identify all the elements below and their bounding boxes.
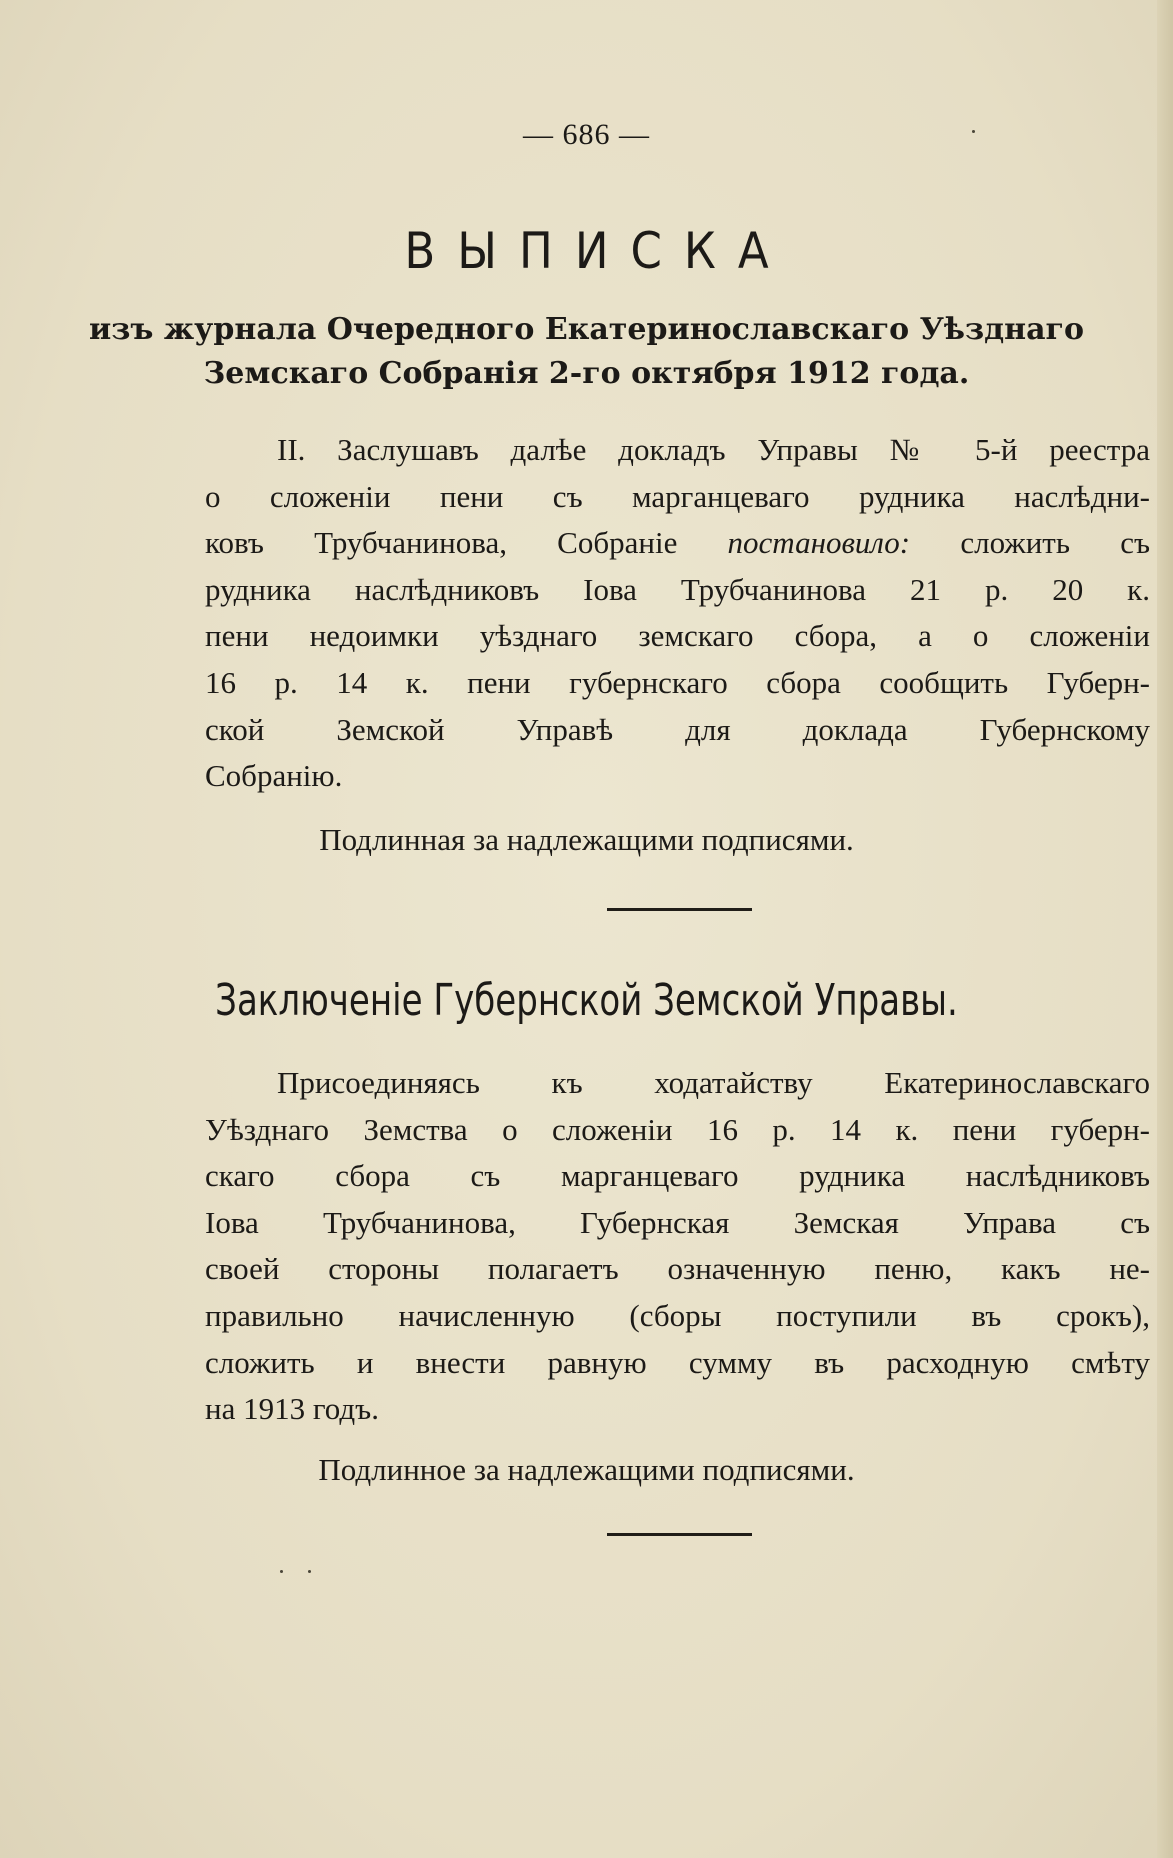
paragraph-line: Іова Трубчанинова, Губернская Земская Управа съ bbox=[205, 1204, 1150, 1240]
page-number: — 686 — bbox=[523, 118, 650, 151]
paragraph-line: сложить и внести равную сумму въ расходную смѣту bbox=[205, 1344, 1150, 1380]
signature-note: Подлинное за надлежащими подписями. bbox=[318, 1452, 855, 1487]
paragraph-line: правильно начисленную (сборы поступили въ срокъ), bbox=[205, 1297, 1150, 1333]
paragraph-line: Собранію. bbox=[205, 758, 343, 794]
paper-speck bbox=[972, 130, 975, 133]
paragraph-line: скаго сбора съ марганцеваго рудника наслѣдниковъ bbox=[205, 1158, 1150, 1194]
resolution-paragraph bbox=[205, 427, 1150, 800]
paragraph-line bbox=[205, 520, 1150, 567]
paragraph-line: пени недоимки уѣзднаго земскаго сбора, а о сложеніи bbox=[205, 618, 1150, 654]
subtitle-line: изъ журнала Очередного Екатеринославскаго Уѣзднаго bbox=[89, 312, 1084, 347]
paragraph-line: II. Заслушавъ далѣе докладъ Управы № 5-й реестра bbox=[277, 432, 1150, 467]
subtitle-line: Земскаго Собранія 2-го октября 1912 года. bbox=[203, 356, 970, 391]
paragraph-line: ской Земской Управѣ для доклада Губернскому bbox=[205, 711, 1150, 747]
emphasis-text: постановило: bbox=[727, 525, 911, 561]
section-divider bbox=[607, 1533, 752, 1536]
section-heading: Заключеніе Губернской Земской Управы. bbox=[215, 975, 958, 1026]
paragraph-line: о сложеніи пени съ марганцеваго рудника наслѣдни- bbox=[205, 478, 1150, 514]
paragraph-line: Уѣзднаго Земства о сложеніи 16 р. 14 к. пени губерн- bbox=[205, 1111, 1150, 1147]
paragraph-text: сложить съ bbox=[910, 525, 1150, 561]
conclusion-paragraph bbox=[205, 1060, 1150, 1433]
paper-speck bbox=[280, 1570, 283, 1573]
paragraph-line: 16 р. 14 к. пени губернскаго сбора сообщить Губерн- bbox=[205, 664, 1150, 700]
paragraph-text: ковъ Трубчанинова, Собраніе bbox=[205, 525, 728, 561]
paragraph-line: своей стороны полагаетъ означенную пеню, какъ не- bbox=[205, 1251, 1150, 1287]
paragraph-line: рудника наслѣдниковъ Іова Трубчанинова 21 р. 20 к. bbox=[205, 571, 1150, 607]
document-title: ВЫПИСКА bbox=[404, 222, 791, 280]
paragraph-line: Присоединяясь къ ходатайству Екатеринославскаго bbox=[277, 1065, 1150, 1100]
paper-speck bbox=[308, 1570, 311, 1573]
paragraph-line: на 1913 годъ. bbox=[205, 1391, 379, 1427]
section-divider bbox=[607, 908, 752, 911]
document-subtitle bbox=[0, 308, 1173, 396]
signature-note: Подлинная за надлежащими подписями. bbox=[319, 822, 854, 857]
